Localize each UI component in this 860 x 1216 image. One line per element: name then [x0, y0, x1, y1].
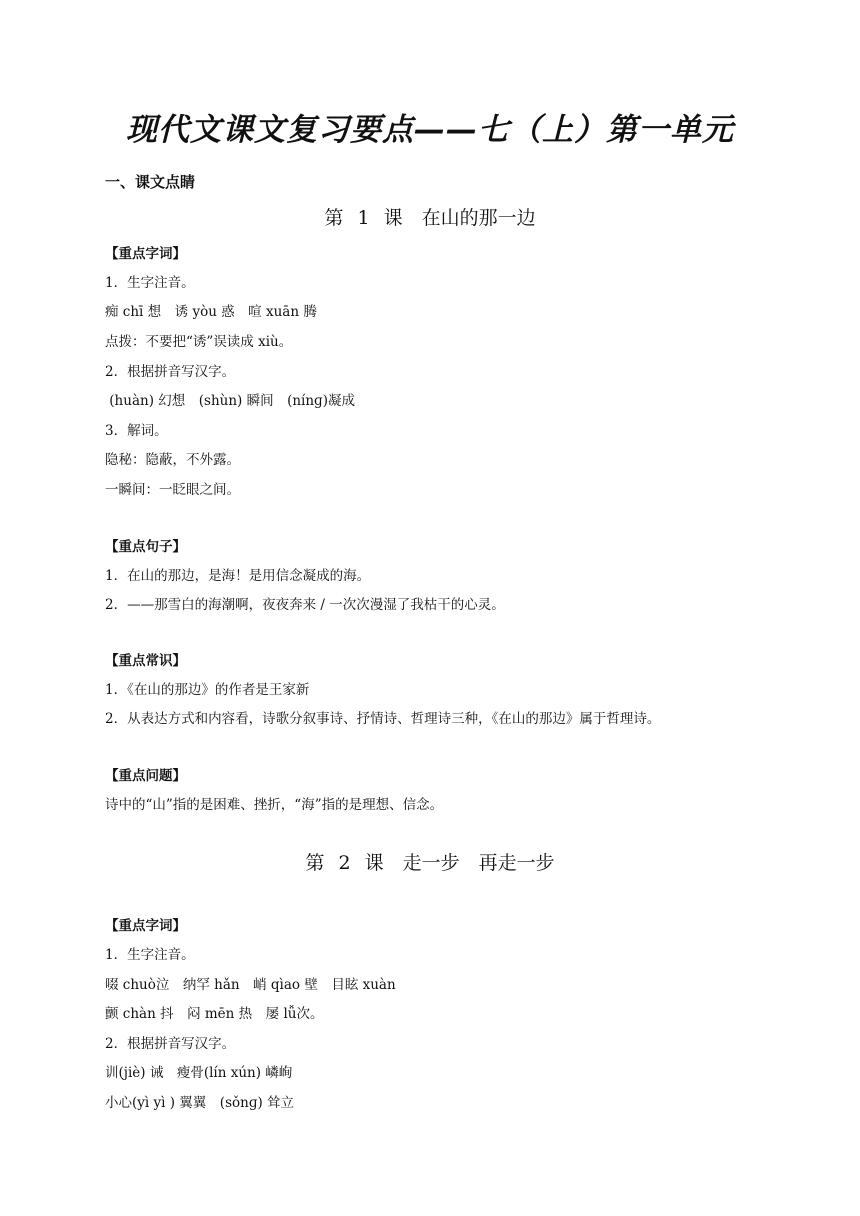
lesson-1-word-line: 3．解词。 — [105, 423, 168, 439]
lesson-1-sentence-line: 2．——那雪白的海潮啊，夜夜奔来 / 一次次漫湿了我枯干的心灵。 — [105, 597, 505, 613]
lesson-1-key-sentences-heading: 【重点句子】 — [105, 539, 186, 555]
lesson-1-word-line: 2．根据拼音写汉字。 — [105, 364, 236, 380]
document-title: 现代文课文复习要点——七（上）第一单元 — [126, 112, 734, 148]
lesson-1-word-line: 痴 chī 想 诱 yòu 惑 喧 xuān 腾 — [105, 304, 317, 320]
lesson-1-sentence-line: 1．在山的那边，是海！是用信念凝成的海。 — [105, 568, 371, 584]
section-heading: 一、课文点睛 — [105, 173, 196, 191]
lesson-1-key-questions-heading: 【重点问题】 — [105, 768, 186, 784]
lesson-1-knowledge-line: 2．从表达方式和内容看，诗歌分叙事诗、抒情诗、哲理诗三种，《在山的那边》属于哲理诗。 — [105, 711, 661, 727]
lesson-1-title: 第 1 课 在山的那一边 — [324, 207, 536, 229]
lesson-1-word-line: 一瞬间：一眨眼之间。 — [105, 482, 240, 498]
lesson-2-word-line: 颤 chàn 抖 闷 mēn 热 屡 lǚ次。 — [105, 1006, 324, 1022]
lesson-1-word-line: 隐秘：隐蔽，不外露。 — [105, 452, 240, 468]
lesson-2-key-words-heading: 【重点字词】 — [105, 918, 186, 934]
lesson-1-word-line: 1．生字注音。 — [105, 275, 195, 291]
lesson-1-word-line: 点拨：不要把“诱”误读成 xiù。 — [105, 334, 293, 350]
lesson-2-word-line: 啜 chuò泣 纳罕 hǎn 峭 qìao 壁 目眩 xuàn — [105, 977, 396, 993]
lesson-1-word-line: (huàn) 幻想 (shùn) 瞬间 (nínɡ)凝成 — [105, 393, 355, 409]
lesson-2-word-line: 小心(yì yì ) 翼翼 (sǒnɡ) 耸立 — [105, 1095, 295, 1111]
lesson-1-knowledge-line: 1．《在山的那边》的作者是王家新 — [105, 682, 310, 698]
lesson-1-question-line: 诗中的“山”指的是困难、挫折，“海”指的是理想、信念。 — [105, 797, 444, 813]
lesson-2-word-line: 2．根据拼音写汉字。 — [105, 1036, 236, 1052]
lesson-2-word-line: 1．生字注音。 — [105, 947, 195, 963]
lesson-1-key-words-heading: 【重点字词】 — [105, 246, 186, 262]
lesson-2-title: 第 2 课 走一步 再走一步 — [305, 852, 555, 874]
lesson-2-word-line: 训(jiè) 诫 瘦骨(lín xún) 嶙峋 — [105, 1065, 293, 1081]
lesson-1-key-knowledge-heading: 【重点常识】 — [105, 653, 186, 669]
